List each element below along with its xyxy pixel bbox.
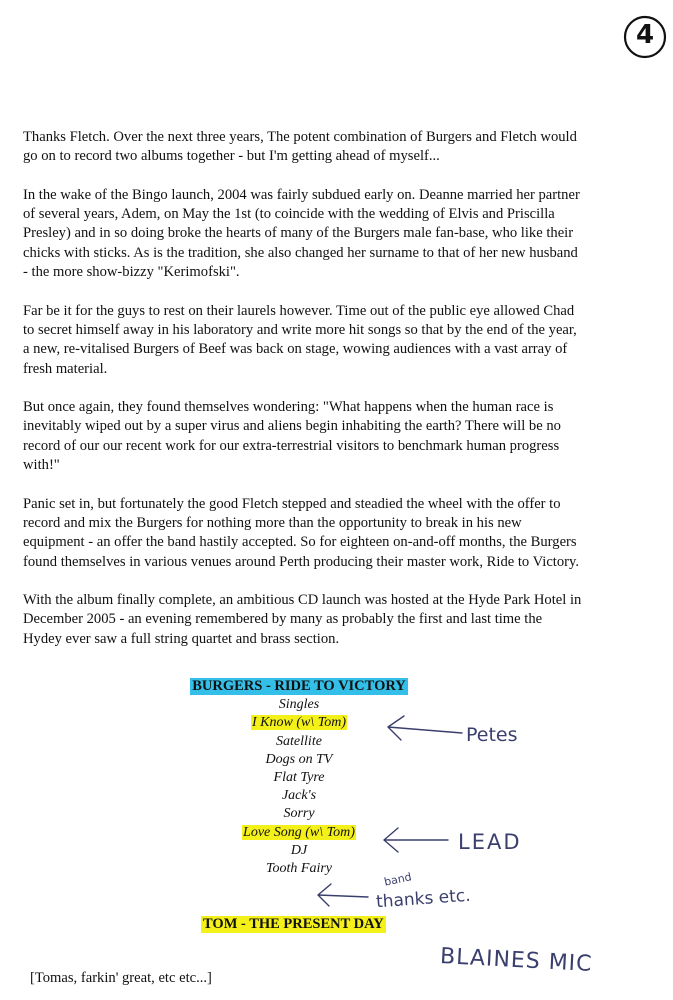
paragraph-6: With the album finally complete, an ambitious CD launch was hosted at the Hyde Park Hotel in December 2005 - an evening remembered by many as probably the first and last time the Hydey ever saw a full string quartet and brass section. <box>23 592 582 647</box>
handwritten-note-lead: LEAD <box>458 830 522 854</box>
track-title: I Know (w\ Tom) <box>251 715 346 731</box>
track-title: Jack's <box>281 788 317 804</box>
handwritten-note-petes: Petes <box>466 724 518 746</box>
track-title: Dogs on TV <box>265 751 333 767</box>
track-title: Flat Tyre <box>273 770 325 786</box>
handwritten-note-blaines-mic: BLAINES MIC <box>439 944 594 977</box>
paragraph-4: But once again, they found themselves wondering: "What happens when the human race is inevitably wiped out by a super virus and aliens begin inhabiting the earth? There will be no record of our our recent work for our extra-terrestrial visitors to benchmark human progress with!" <box>23 399 561 474</box>
track-title: Satellite <box>276 733 322 749</box>
track-title: DJ <box>290 842 308 858</box>
paragraph-1: Thanks Fletch. Over the next three years, The potent combination of Burgers and Fletch would go on to record two albums together - but I'm getting ahead of myself... <box>23 129 577 165</box>
handwritten-note-thanks: thanks etc. <box>375 885 472 913</box>
arrow-thanks <box>318 884 368 906</box>
arrow-petes <box>388 716 462 740</box>
track-title: Sorry <box>283 806 315 822</box>
page-number-text: 4 <box>635 20 655 50</box>
paragraph-3: Far be it for the guys to rest on their laurels however. Time out of the public eye allowed Chad to secret himself away in his laboratory and write more hit songs so that by the end of the year, a new, re-vitalised Burgers of Beef was back on stage, wowing audiences with a vast array of fresh material. <box>23 302 577 377</box>
track-title: Tooth Fairy <box>266 861 332 877</box>
footer-note: [Tomas, farkin' great, etc etc...] <box>30 970 212 986</box>
handwritten-note-band: band <box>382 870 413 889</box>
track-title: Singles <box>278 697 320 713</box>
paragraph-2: In the wake of the Bingo launch, 2004 was fairly subdued early on. Deanne married her partner of several years, Adem, on May the 1st (to coincide with the wedding of Elvis and Priscilla Presley) and in so doing broke the hearts of many of the Burgers male fan-base, who like their chicks with sticks. As is the tradition, she also changed her surname to that of her new husband - the more show-bizzy "Kerimofski". <box>23 186 580 281</box>
arrow-lead <box>384 828 448 852</box>
tracklist-heading: BURGERS - RIDE TO VICTORY <box>192 678 406 694</box>
paragraph-5: Panic set in, but fortunately the good Fletch stepped and steadied the wheel with the offer to record and mix the Burgers for nothing more than the opportunity to break in his new equipment - an offer the band hastily accepted. So for eighteen on-and-off months, the Burgers found themselves in various venues around Perth producing their master work, Ride to Victory. <box>23 495 580 570</box>
next-section-heading: TOM - THE PRESENT DAY <box>203 916 384 932</box>
track-title: Love Song (w\ Tom) <box>243 824 355 840</box>
